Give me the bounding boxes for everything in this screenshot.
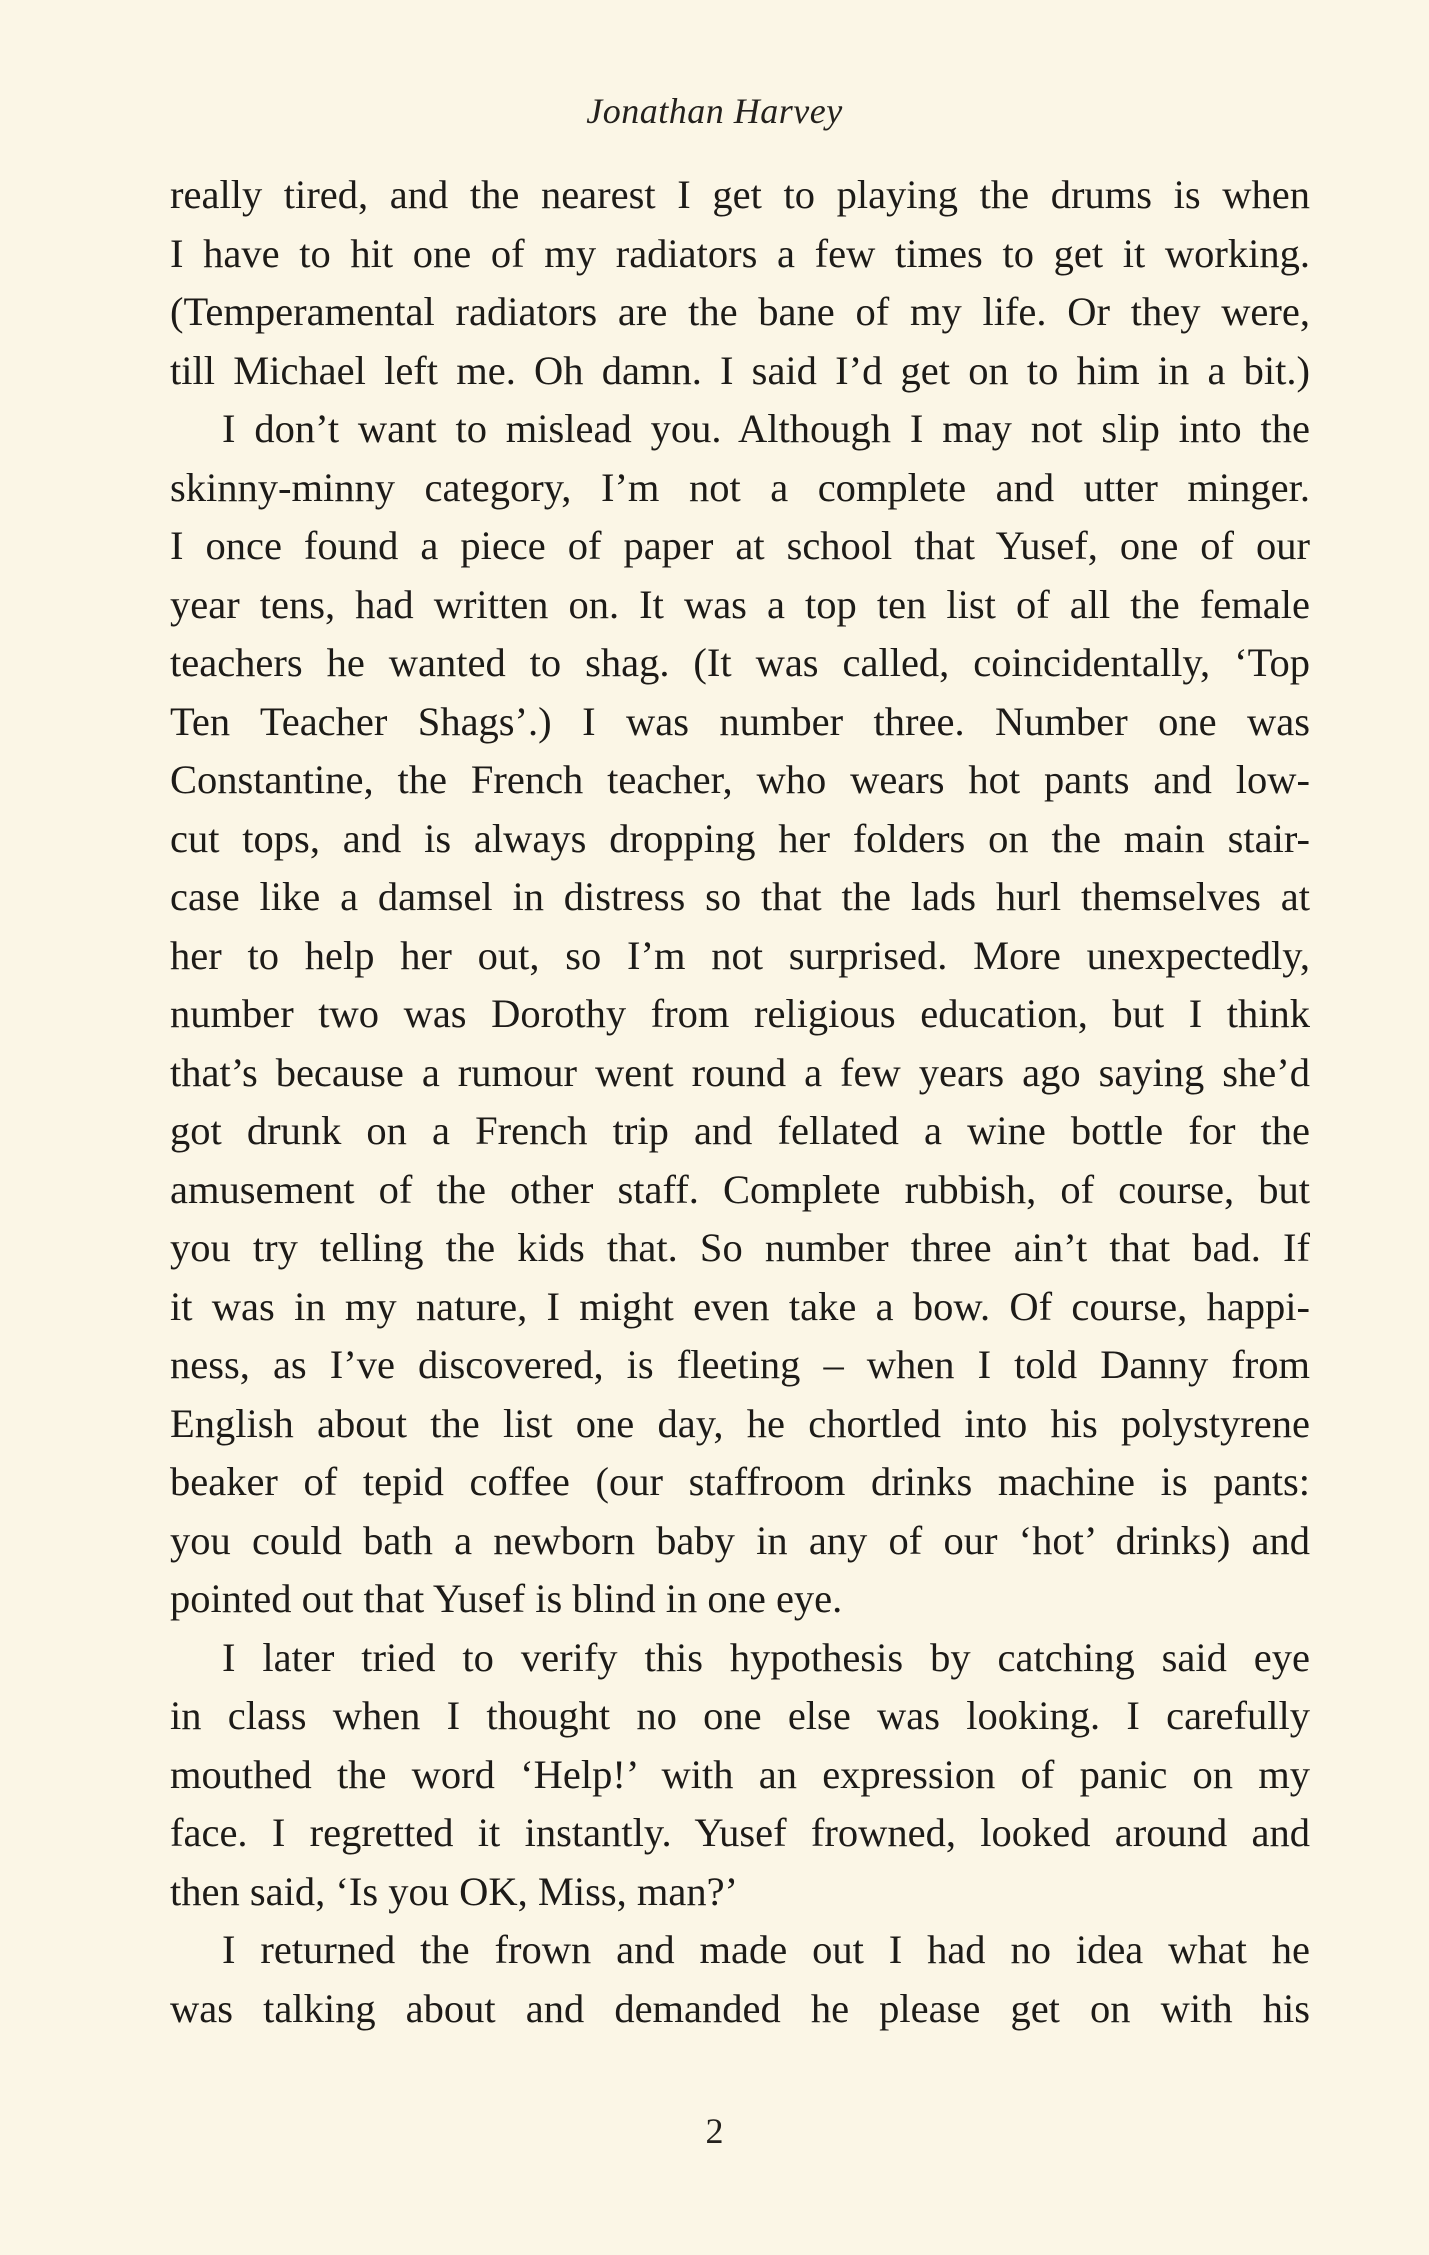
text-line: (Temperamental radiators are the bane of my life. Or they were, <box>170 289 1310 334</box>
text-line: really tired, and the nearest I get to playing the drums is when <box>170 172 1310 217</box>
page-number: 2 <box>705 2111 724 2151</box>
text-line: I returned the frown and made out I had no idea what he <box>222 1927 1310 1972</box>
text-line: till Michael left me. Oh damn. I said I’d get on to him in a bit.) <box>170 347 1310 393</box>
paragraph-1 <box>170 166 1310 400</box>
text-line: you could bath a newborn baby in any of our ‘hot’ drinks) and <box>170 1517 1310 1563</box>
body-text <box>170 166 1310 2038</box>
paragraph-4 <box>170 1921 1310 2038</box>
text-line: English about the list one day, he chortled into his polystyrene <box>170 1400 1310 1446</box>
text-line: then said, ‘Is you OK, Miss, man?’ <box>170 1868 739 1914</box>
text-line: cut tops, and is always dropping her folders on the main stair- <box>170 815 1310 861</box>
text-line: case like a damsel in distress so that the lads hurl themselves at <box>170 874 1310 919</box>
text-line: skinny-minny category, I’m not a complete and utter minger. <box>170 464 1310 510</box>
text-line: beaker of tepid coffee (our staffroom drinks machine is pants: <box>170 1459 1310 1504</box>
text-line: face. I regretted it instantly. Yusef frowned, looked around and <box>170 1810 1310 1855</box>
text-line: Constantine, the French teacher, who wears hot pants and low- <box>170 757 1310 802</box>
text-line: it was in my nature, I might even take a bow. Of course, happi- <box>170 1283 1310 1329</box>
text-line: I don’t want to mislead you. Although I may not slip into the <box>222 406 1310 451</box>
text-line: ness, as I’ve discovered, is fleeting – when I told Danny from <box>170 1342 1310 1387</box>
paragraph-3 <box>170 1629 1310 1922</box>
text-line: amusement of the other staff. Complete rubbish, of course, but <box>170 1166 1310 1212</box>
text-line: number two was Dorothy from religious education, but I think <box>170 991 1310 1036</box>
text-line: year tens, had written on. It was a top ten list of all the female <box>170 581 1310 627</box>
paragraph-2 <box>170 400 1310 1629</box>
text-line: teachers he wanted to shag. (It was called, coincidentally, ‘Top <box>170 640 1310 685</box>
text-line: that’s because a rumour went round a few years ago saying she’d <box>170 1049 1310 1095</box>
text-line: mouthed the word ‘Help!’ with an expression of panic on my <box>170 1751 1310 1797</box>
text-line: in class when I thought no one else was looking. I carefully <box>170 1693 1310 1738</box>
text-line: was talking about and demanded he please get on with his <box>170 1985 1310 2031</box>
text-line: pointed out that Yusef is blind in one eye. <box>170 1576 843 1621</box>
text-line: I have to hit one of my radiators a few times to get it working. <box>170 230 1310 276</box>
text-line: I once found a piece of paper at school that Yusef, one of our <box>170 523 1310 568</box>
text-line: you try telling the kids that. So number three ain’t that bad. If <box>170 1225 1310 1270</box>
text-line: her to help her out, so I’m not surprised. More unexpectedly, <box>170 932 1310 978</box>
text-line: got drunk on a French trip and fellated a wine bottle for the <box>170 1108 1310 1153</box>
running-head: Jonathan Harvey <box>586 91 843 131</box>
text-line: Ten Teacher Shags’.) I was number three. Number one was <box>170 698 1310 744</box>
text-line: I later tried to verify this hypothesis by catching said eye <box>222 1634 1310 1680</box>
